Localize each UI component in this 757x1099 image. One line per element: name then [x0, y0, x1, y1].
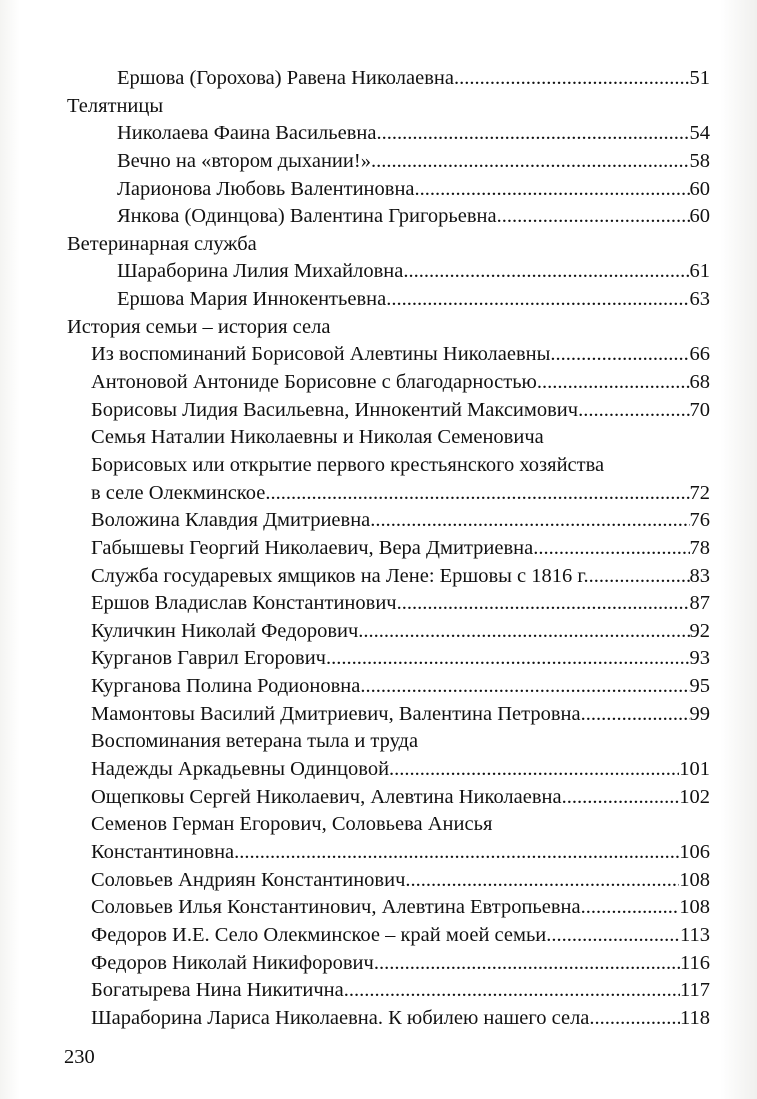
toc-entry-title: Курганов Гаврил Егорович [91, 647, 326, 670]
dot-leader [403, 258, 689, 286]
toc-entry-page: 60 [689, 205, 710, 228]
toc-entry-page: 66 [689, 343, 710, 366]
toc-entry [0, 507, 710, 535]
toc-entry [0, 258, 710, 286]
dot-leader [360, 673, 689, 701]
toc-entry-title: Константиновна [91, 840, 235, 863]
toc-entry-page: 92 [689, 619, 710, 642]
toc-entry [0, 563, 710, 591]
dot-leader [497, 203, 690, 231]
toc-entry-page: 70 [689, 398, 710, 421]
toc-entry [0, 286, 710, 314]
toc-entry-line: Семья Наталии Николаевны и Николая Семеновича [91, 426, 544, 449]
toc-entry [0, 701, 710, 729]
toc-entry-line: Семенов Герман Егорович, Соловьева Анисья [91, 813, 493, 836]
dot-leader [358, 618, 689, 646]
toc-entry-title: Ершов Владислав Константинович [91, 592, 397, 615]
toc-entry-page: 78 [689, 536, 710, 559]
toc-entry [0, 922, 710, 950]
toc-entry-page: 108 [679, 896, 710, 919]
toc-entry-page: 76 [689, 509, 710, 532]
toc-entry-title: Вечно на «втором дыхании!» [117, 149, 371, 172]
toc-entry-line: Борисовых или открытие первого крестьянского хозяйства [91, 453, 605, 476]
dot-leader [370, 507, 689, 535]
dot-leader [454, 65, 690, 93]
toc-entry [0, 618, 710, 646]
dot-leader [537, 369, 690, 397]
toc-entry-page: 118 [680, 1006, 710, 1029]
dot-leader [326, 645, 690, 673]
toc-entry-title: Ларионова Любовь Валентиновна [117, 177, 415, 200]
toc-entry [0, 535, 710, 563]
dot-leader [562, 784, 680, 812]
toc-entry-title: Федоров Николай Никифорович [91, 951, 374, 974]
toc-entry-title: Ершова (Горохова) Равена Николаевна [117, 67, 454, 89]
toc-section-heading: История семьи – история села [67, 315, 331, 338]
dot-leader [546, 922, 680, 950]
dot-leader [578, 397, 689, 425]
dot-leader [389, 756, 679, 784]
toc-entry-page: 116 [680, 951, 710, 974]
toc-entry-page: 95 [689, 675, 710, 698]
dot-leader [589, 563, 690, 591]
toc-entry [0, 120, 710, 148]
toc-entry-page: 102 [679, 785, 710, 808]
toc-entry-title: Куличкин Николай Федорович [91, 619, 359, 642]
toc-entry-page: 108 [679, 868, 710, 891]
toc-entry-title: Шараборина Лариса Николаевна. К юбилею нашего села [91, 1006, 590, 1029]
dot-leader [371, 148, 690, 176]
toc-entry [0, 867, 710, 895]
toc-entry-title: Надежды Аркадьевны Одинцовой [91, 758, 390, 781]
toc-entry-title: Шараборина Лилия Михайловна [117, 260, 404, 283]
toc-entry-title: Соловьев Андриян Константинович [91, 868, 406, 891]
toc-entry-title: Федоров И.Е. Село Олекминское – край моей семьи [91, 923, 547, 946]
dot-leader [234, 839, 679, 867]
toc-entry-page: 61 [689, 260, 710, 283]
toc-entry [0, 950, 710, 978]
toc-entry [0, 65, 710, 93]
toc-entry-title: Из воспоминаний Борисовой Алевтины Николаевны [91, 343, 551, 366]
toc-entry-title: Ершова Мария Иннокентьевна [117, 288, 387, 311]
toc-entry-title: Богатырева Нина Никитична [91, 979, 344, 1002]
toc-entry [0, 977, 710, 1005]
toc-entry-line: Воспоминания ветерана тыла и труда [91, 730, 419, 753]
toc-entry-page: 68 [689, 371, 710, 394]
toc-entry-page: 101 [679, 758, 710, 781]
dot-leader [589, 1005, 680, 1033]
dot-leader [376, 120, 689, 148]
toc-entry [0, 203, 710, 231]
toc-entry [0, 341, 710, 369]
toc-entry [0, 673, 710, 701]
toc-entry [0, 894, 710, 922]
dot-leader [397, 590, 690, 618]
dot-leader [405, 867, 679, 895]
toc-entry [0, 756, 710, 784]
toc-entry [0, 1005, 710, 1033]
toc-entry-page: 87 [689, 592, 710, 615]
toc-entry-title: Ощепковы Сергей Николаевич, Алевтина Николаевна [91, 785, 562, 808]
toc-entry-title: Мамонтовы Василий Дмитриевич, Валентина Петровна [91, 702, 581, 725]
toc-entry [0, 839, 710, 867]
toc-entry-page: 72 [689, 481, 710, 504]
toc-entry-title: Служба государевых ямщиков на Лене: Ершовы с 1816 г. [91, 564, 589, 587]
toc-entry-page: 117 [680, 979, 710, 1002]
toc-entry [0, 176, 710, 204]
toc-entry [0, 645, 710, 673]
toc-entry-title: Воложина Клавдия Дмитриевна [91, 509, 371, 532]
dot-leader [265, 480, 689, 508]
toc-entry [0, 369, 710, 397]
toc-entry-page: 51 [689, 67, 710, 89]
table-of-contents [0, 65, 757, 1032]
toc-entry-page: 106 [679, 840, 710, 863]
toc-entry [0, 784, 710, 812]
toc-entry-page: 113 [680, 923, 710, 946]
toc-entry-title: в селе Олекминское [91, 481, 266, 504]
toc-entry-page: 54 [689, 122, 710, 145]
toc-entry-page: 83 [689, 564, 710, 587]
toc-entry-title: Соловьев Илья Константинович, Алевтина Евтропьевна [91, 896, 581, 919]
toc-entry [0, 397, 710, 425]
toc-entry-page: 99 [689, 702, 710, 725]
toc-entry [0, 480, 710, 508]
dot-leader [533, 535, 689, 563]
toc-entry [0, 590, 710, 618]
toc-entry-title: Янкова (Одинцова) Валентина Григорьевна [117, 205, 497, 228]
dot-leader [374, 950, 680, 978]
toc-section-heading: Ветеринарная служба [67, 232, 257, 255]
toc-entry-title: Николаева Фаина Васильевна [117, 122, 377, 145]
toc-entry-page: 58 [689, 149, 710, 172]
dot-leader [550, 341, 689, 369]
toc-entry-title: Антоновой Антониде Борисовне с благодарностью [91, 371, 537, 394]
toc-entry-page: 63 [689, 288, 710, 311]
page-number: 230 [64, 1046, 95, 1068]
toc-entry-page: 93 [689, 647, 710, 670]
toc-entry-title: Борисовы Лидия Васильевна, Иннокентий Максимович [91, 398, 579, 421]
dot-leader [581, 894, 680, 922]
dot-leader [344, 977, 680, 1005]
toc-entry-title: Курганова Полина Родионовна [91, 675, 361, 698]
toc-entry-title: Габышевы Георгий Николаевич, Вера Дмитриевна [91, 536, 534, 559]
toc-section-heading: Телятницы [67, 94, 164, 117]
toc-entry [0, 148, 710, 176]
dot-leader [386, 286, 689, 314]
dot-leader [415, 176, 690, 204]
dot-leader [581, 701, 690, 729]
toc-entry-page: 60 [689, 177, 710, 200]
